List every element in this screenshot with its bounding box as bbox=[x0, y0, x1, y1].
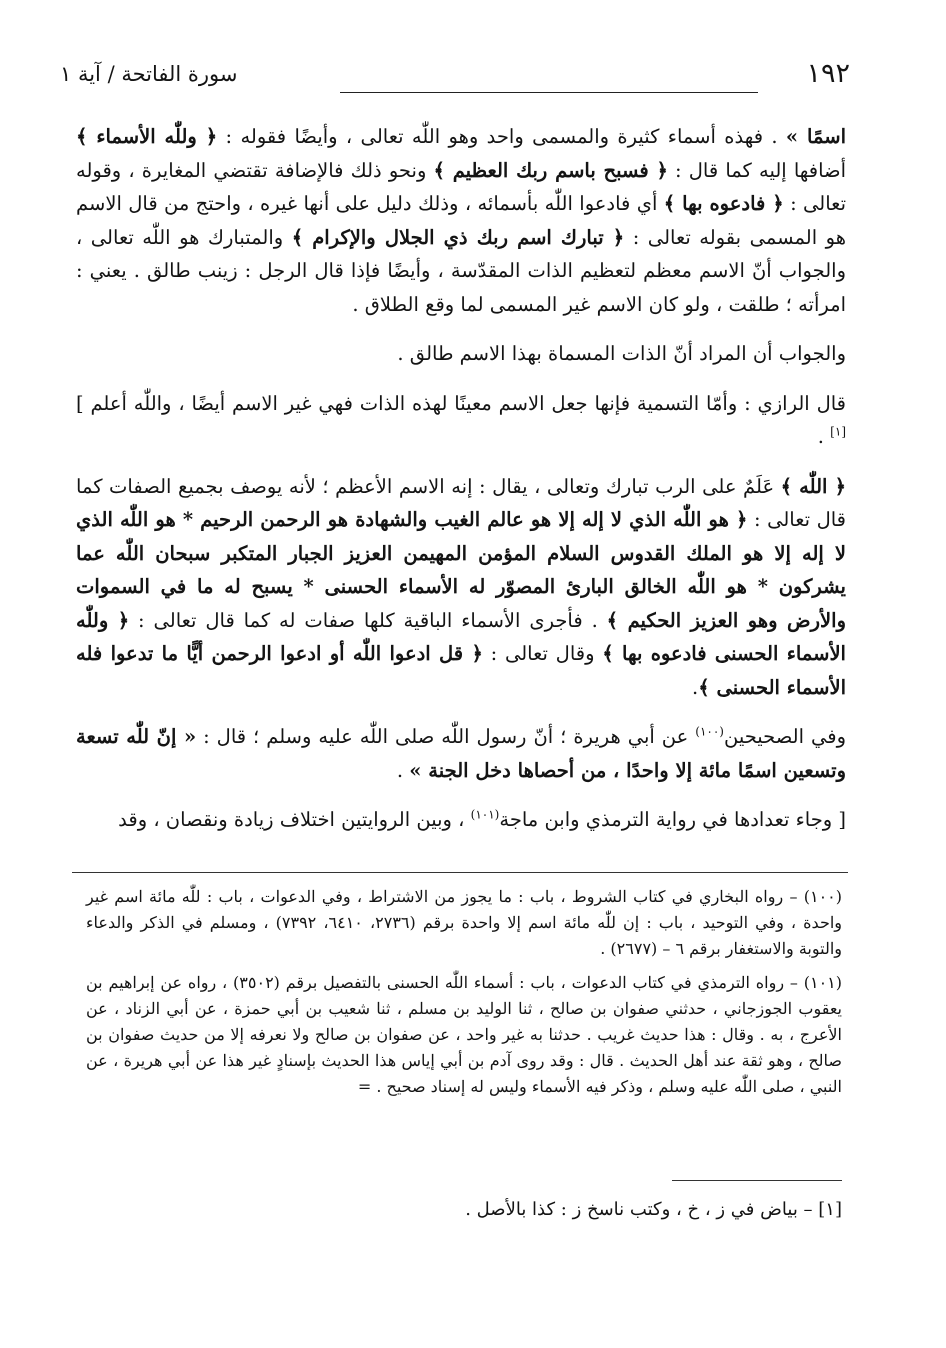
text-run: . فهذه أسماء كثيرة والمسمى واحد وهو اللّٰه تعالى ، وأيضًا فقوله : bbox=[217, 125, 786, 148]
footnote: (١٠٠) – رواه البخاري في كتاب الشروط ، باب : ما يجوز من الاشتراط ، وفي الدعوات ، باب : للّٰه مائة اسم غير واحدة ، وفي التوحيد ، باب : إن للّٰه مائة اسم إلا واحدة برقم (٢٧٣٦، ٦٤١٠، ٧٣٩٢) ، ومسلم في الذكر والدعاء والتوبة والاستغفار برقم ٦ – (٢٦٧٧) . bbox=[86, 887, 843, 958]
footnotes bbox=[86, 884, 842, 1108]
text-run: عن أبي هريرة ؛ أنّ رسول اللّٰه صلى اللّٰه عليه وسلم ؛ قال : bbox=[196, 725, 696, 748]
quoted-text: اسمًا » bbox=[785, 125, 847, 148]
text-run: [ وجاء تعدادها في رواية الترمذي وابن ماجة bbox=[499, 808, 846, 831]
quoted-text: ﴿ هو اللّٰه الذي لا إله إلا هو عالم الغيب والشهادة هو الرحمن الرحيم * هو اللّٰه الذي لا إله إلا هو الملك القدوس السلام المؤمن المهيمن العزيز الجبار المتكبر سبحان اللّٰه عما يشركون * هو اللّٰه الخالق البارئ المصوّر له الأسماء الحسنى * يسبح له ما في السموات والأرض وهو العزيز الحكيم ﴾ bbox=[76, 508, 846, 632]
footnote-ref: (١٠١) bbox=[470, 807, 500, 822]
text-run: والمتبارك هو اللّٰه تعالى ، والجواب أنّ الاسم معظم لتعظيم الذات المقدّسة ، وأيضًا فإذا قال الرجل : زينب طالق . يعني : امرأته ؛ طلقت ، ولو كان الاسم غير المسمى لما وقع الطلاق . bbox=[76, 225, 846, 316]
text-run: ، وبين الروايتين اختلاف زيادة ونقصان ، وقد bbox=[118, 808, 471, 831]
paragraph bbox=[76, 337, 846, 371]
text-run: . فأجرى الأسماء الباقية كلها صفات له كما قال تعالى : bbox=[129, 608, 607, 632]
header-rule bbox=[340, 92, 758, 93]
text-run: أضافها إليه كما قال : bbox=[667, 158, 847, 182]
paragraph bbox=[76, 470, 846, 705]
page-number: ١٩٢ bbox=[806, 58, 850, 89]
text-run: عَلَمٌ على الرب تبارك وتعالى ، يقال : إنه الاسم الأعظم ؛ لأنه يوصف بجميع الصفات كما قال تعالى : bbox=[76, 474, 846, 531]
text-run: ونحو ذلك فالإضافة تقتضي المغايرة ، وقوله تعالى : bbox=[76, 158, 846, 215]
footnote-ref: (١٠٠) bbox=[695, 724, 724, 739]
paragraph bbox=[76, 387, 846, 454]
quoted-text: ﴿ وللّٰه الأسماء الحسنى فادعوه بها ﴾ bbox=[76, 608, 846, 665]
text-run: قال الرازي : وأمّا التسمية فإنها جعل الاسم معينًا لهذه الذات فهي غير الاسم أيضًا ، واللّٰه أعلم ] bbox=[76, 391, 846, 415]
quoted-text: ﴿ فسبح باسم ربك العظيم ﴾ bbox=[433, 158, 668, 182]
main-text bbox=[76, 120, 846, 837]
sura-label: سورة الفاتحة / آية ١ bbox=[60, 62, 238, 86]
quoted-text: ﴿ تبارك اسم ربك ذي الجلال والإكرام ﴾ bbox=[291, 225, 625, 249]
text-run: . bbox=[817, 425, 831, 448]
text-run: . bbox=[396, 758, 410, 782]
paragraph bbox=[76, 120, 846, 321]
text-run: . bbox=[692, 675, 699, 699]
quoted-text: ﴿ قل ادعوا اللّٰه أو ادعوا الرحمن أيًّا ما تدعوا فله الأسماء الحسنى ﴾ bbox=[76, 642, 846, 699]
text-run: وفي الصحيحين bbox=[723, 725, 846, 748]
quoted-text: ﴿ وللّٰه الأسماء ﴾ bbox=[76, 125, 218, 148]
page-header bbox=[60, 58, 850, 98]
editor-note: [١] – بياض في ز ، خ ، وكتب ناسخ ز : كذا بالأصل . bbox=[465, 1199, 842, 1220]
text-run: أي فادعوا اللّٰه بأسمائه ، وذلك دليل على أنها غيره ، واحتج من قال الاسم هو المسمى بقوله تعالى : bbox=[76, 192, 846, 249]
paragraph bbox=[76, 803, 846, 837]
quoted-text: ﴿ فادعوه بها ﴾ bbox=[663, 192, 784, 215]
paragraph bbox=[76, 720, 846, 787]
text-run: والجواب أن المراد أنّ الذات المسماة بهذا الاسم طالق . bbox=[397, 342, 846, 365]
footnote: (١٠١) – رواه الترمذي في كتاب الدعوات ، باب : أسماء اللّٰه الحسنى بالتفصيل برقم (٣٥٠٢) ، رواه عن إبراهيم بن يعقوب الجوزجاني ، حدثني صفوان بن صالح ، ثنا الوليد بن مسلم ، ثنا شعيب بن أبي حمزة ، عن أبي الزناد ، عن الأعرج ، به . وقال : هذا حديث غريب . حدثنا به غير واحد ، عن صفوان بن صالح ولا نعرفه إلا من حديث صفوان بن صالح ، وهو ثقة عند أهل الحديث . قال : وقد روى آدم بن أبي إياس هذا الحديث بإسنادٍ غير هذا عن أبي هريرة ، عن النبي ، صلى اللّٰه عليه وسلم ، وذكر فيه الأسماء وليس له إسناد صحيح . = bbox=[86, 973, 842, 1096]
quoted-text: « إنّ للّٰه تسعة وتسعين اسمًا مائة إلا واحدًا ، من أحصاها دخل الجنة » bbox=[76, 725, 846, 782]
text-run: وقال تعالى : bbox=[482, 642, 603, 665]
editor-note-divider bbox=[672, 1180, 842, 1181]
footnote-ref: [١] bbox=[830, 424, 846, 439]
footnote-divider bbox=[72, 872, 848, 873]
quoted-text: ﴿ اللّٰه ﴾ bbox=[780, 474, 846, 498]
